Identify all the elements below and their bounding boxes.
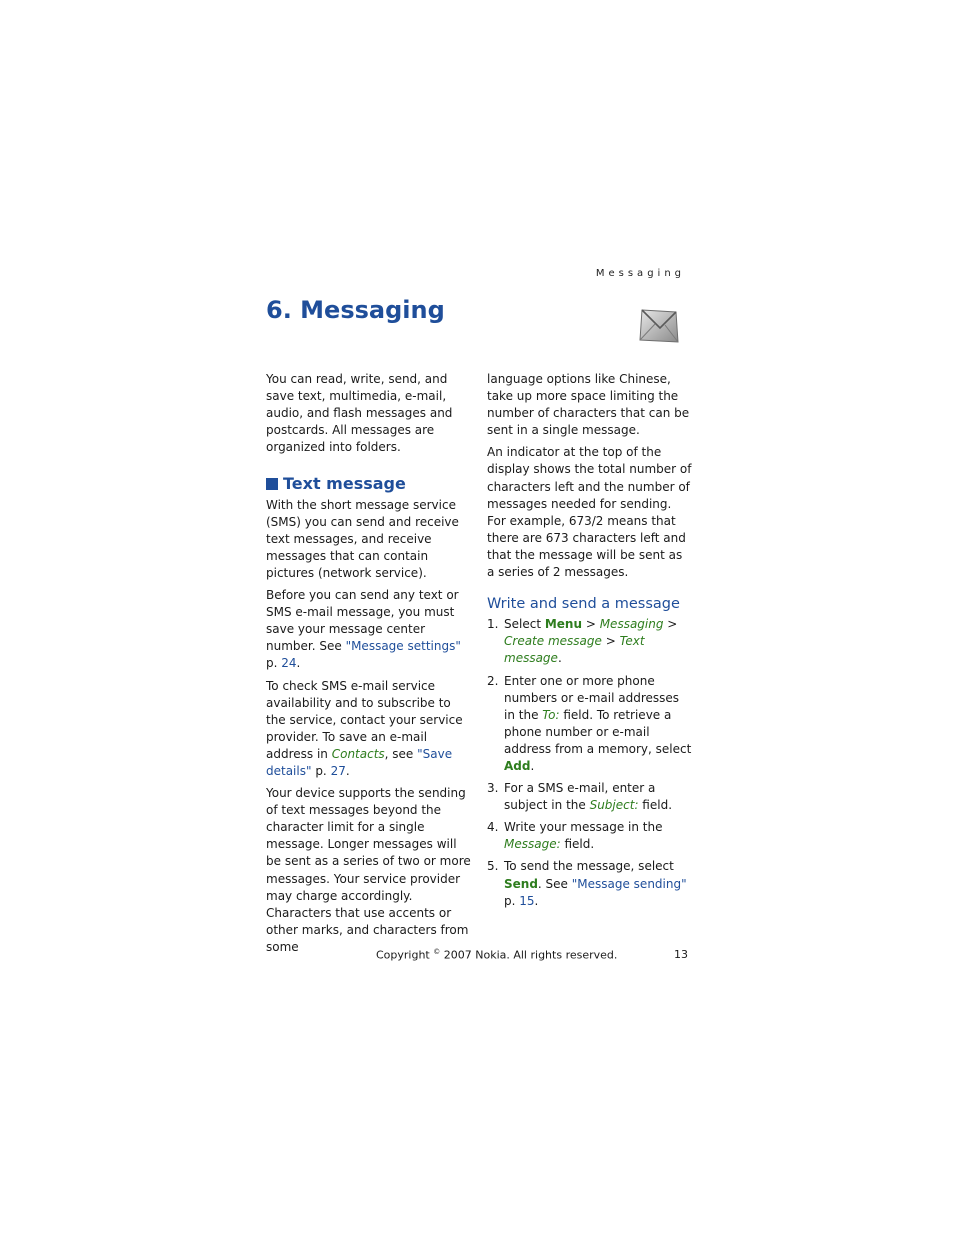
section-marker-icon — [266, 478, 278, 490]
text-span: . — [530, 758, 535, 773]
text-span: field. — [638, 798, 673, 813]
text-span: p. — [311, 763, 331, 778]
step-number: 2. — [487, 673, 499, 688]
left-column — [266, 371, 471, 961]
text-span: . See — [537, 876, 572, 891]
subsection-heading-write-send: Write and send a message — [487, 596, 680, 613]
step-number: 3. — [487, 781, 499, 796]
copyright-notice — [376, 948, 617, 962]
step-number: 5. — [487, 859, 499, 874]
section-title: Text message — [283, 474, 406, 494]
page-ref-link[interactable]: 24 — [281, 656, 297, 671]
text-span: . — [557, 651, 562, 666]
message-field-ref: Message: — [504, 837, 561, 852]
text-span: , see — [384, 746, 418, 761]
list-item — [487, 616, 692, 667]
text-span: Before you can send any text or SMS e-mail message, you must save your message center number. See — [266, 588, 459, 654]
add-key: Add — [504, 758, 531, 773]
text-span: field. To retrieve a phone number or e-mail address from a memory, select — [504, 707, 692, 756]
long-messages-paragraph: Your device supports the sending of text messages beyond the character limit for a single message. Longer messages will be sent as a series of two or more messages. Your service provider may charge accordingly. Characters that use accents or other marks, and characters from some — [266, 786, 471, 954]
send-key: Send — [504, 876, 538, 891]
list-item — [487, 673, 692, 776]
page-ref-link[interactable]: 15 — [519, 893, 535, 908]
message-center-paragraph — [266, 587, 471, 672]
step-text — [504, 616, 692, 667]
sms-paragraph: With the short message service (SMS) you can send and receive text messages, and receive messages that can contain pictures (network service). — [266, 497, 459, 580]
text-span: p. — [504, 893, 520, 908]
right-column — [487, 371, 692, 915]
text-span: To send the message, select — [504, 859, 674, 874]
page-ref-link[interactable]: 27 — [330, 763, 346, 778]
step-text — [504, 819, 692, 853]
step-text — [504, 858, 692, 909]
text-span: > — [601, 634, 620, 649]
running-header: Messaging — [595, 268, 685, 279]
text-span: p. — [266, 656, 282, 671]
text-span: Enter one or more phone numbers or e-mail addresses in the — [504, 673, 680, 722]
text-span: To check SMS e-mail service availability and to subscribe to the service, contact your service provider. To save an e-mail address in — [266, 678, 463, 761]
text-span: . — [534, 893, 539, 908]
step-number: 1. — [487, 617, 499, 632]
message-settings-link[interactable]: "Message settings" — [345, 639, 461, 654]
menu-key: Menu — [544, 617, 583, 632]
intro-paragraph: You can read, write, send, and save text, multimedia, e-mail, audio, and flash messages and postcards. All messages are organized into folders. — [266, 372, 453, 455]
steps-list — [487, 616, 692, 910]
text-span: > — [663, 617, 678, 632]
text-span: > — [582, 617, 600, 632]
text-span: . — [345, 763, 350, 778]
text-message-menu-ref: Text message — [504, 634, 645, 666]
indicator-paragraph: An indicator at the top of the display shows the total number of characters left and the number of messages needed for sending. For example, 673/2 means that there are 673 characters left and that the message will be sent as a series of 2 messages. — [487, 445, 692, 580]
page-number: 13 — [674, 948, 688, 961]
chapter-title: 6. Messaging — [266, 296, 445, 324]
envelope-icon — [638, 306, 680, 346]
step-text — [504, 780, 692, 814]
text-span: . — [296, 656, 301, 671]
contacts-menu-ref: Contacts — [331, 746, 385, 761]
text-span: Select — [504, 617, 545, 632]
to-field-ref: To: — [542, 707, 560, 722]
text-span: For a SMS e-mail, enter a subject in the — [504, 781, 656, 813]
list-item — [487, 780, 692, 814]
messaging-menu-ref: Messaging — [599, 617, 664, 632]
step-text — [504, 673, 692, 776]
save-details-link[interactable]: "Save details" — [266, 746, 453, 778]
text-span: Write your message in the — [504, 820, 663, 835]
step-number: 4. — [487, 820, 499, 835]
list-item — [487, 819, 692, 853]
copyright-symbol: © — [433, 948, 441, 956]
text-span: field. — [560, 837, 595, 852]
text-span: Copyright — [376, 948, 434, 962]
email-service-paragraph — [266, 678, 471, 781]
text-span: 2007 Nokia. All rights reserved. — [440, 948, 618, 962]
message-sending-link[interactable]: "Message sending" — [571, 876, 687, 891]
section-heading-text-message — [266, 475, 471, 492]
create-message-menu-ref: Create message — [504, 634, 602, 649]
subject-field-ref: Subject: — [589, 798, 639, 813]
list-item — [487, 858, 692, 909]
language-options-paragraph: language options like Chinese, take up more space limiting the number of characters that can be sent in a single message. — [487, 372, 690, 438]
